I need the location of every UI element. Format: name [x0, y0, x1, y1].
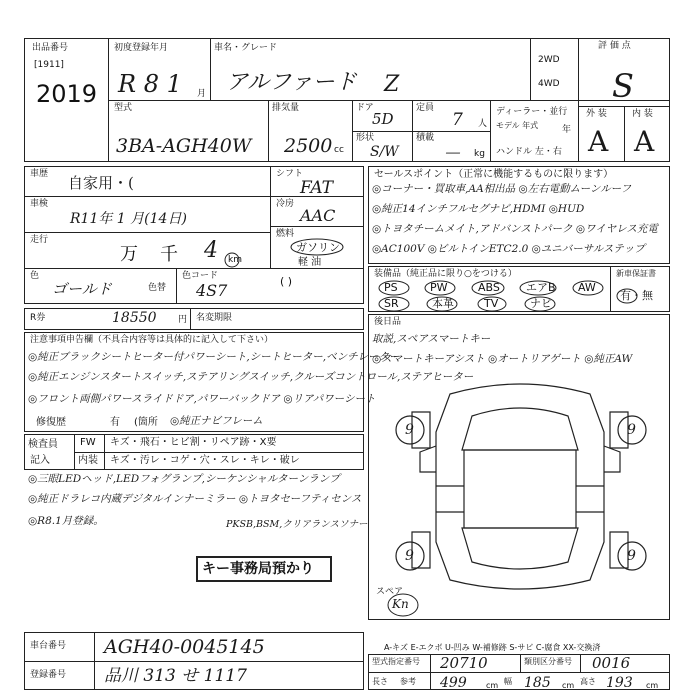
- lot-label: 出品番号: [32, 43, 69, 53]
- load-label: 積載: [416, 133, 435, 143]
- inspector-fw: FW: [80, 437, 96, 448]
- mileage-label: 走行: [30, 235, 49, 245]
- legend: A-キズ E-エクボ U-凹み W-補修跡 S-サビ C-腐食 XX-交換済: [384, 643, 601, 652]
- mileage-man: 万: [120, 244, 138, 265]
- color-value: ゴールド: [52, 280, 112, 298]
- extra-note: PKSB,BSM,クリアランスソナー: [226, 519, 368, 530]
- type-label: 型式指定番号: [372, 657, 420, 666]
- color-label: 色: [30, 271, 40, 281]
- reg-value: 品川 313 せ 1117: [104, 666, 247, 686]
- int-label: 内 装: [632, 109, 653, 119]
- color-code: 4S7: [196, 281, 228, 300]
- inspector-line: ◎三眼LEDヘッド,LEDフォグランプ,シーケンシャルターンランプ: [28, 473, 340, 485]
- height-value: 193: [606, 675, 633, 691]
- fuel-light: 軽 油: [298, 257, 322, 268]
- equip-pw: PW: [430, 281, 448, 294]
- drive-4wd: 4WD: [538, 79, 560, 89]
- rear-line: ◎スマートキーアシスト ◎オートリアゲート ◎純正AW: [372, 353, 633, 365]
- notes-label: 注意事項申告欄（不具合内容等は具体的に記入して下さい）: [30, 335, 274, 345]
- inspector-int-label: 内装: [78, 455, 98, 466]
- door-label: ドア: [356, 103, 374, 113]
- car-grade: Z: [384, 72, 400, 97]
- height-cm: cm: [646, 681, 659, 690]
- warranty-value: 有・無: [620, 289, 653, 302]
- tire-fl-mark: 9: [405, 422, 414, 438]
- car-diagram: [390, 372, 650, 602]
- rear-seat-label: 後日品: [374, 317, 402, 327]
- selling-title: セールスポイント（正常に機能するものに限ります）: [374, 169, 614, 180]
- reg-date-value: R 8 1: [118, 70, 182, 98]
- ac-value: AAC: [300, 206, 336, 225]
- shape-label: 形状: [356, 133, 375, 143]
- chassis-value: AGH40-0045145: [104, 636, 265, 658]
- repair-place: (箇所: [134, 417, 158, 428]
- dealer-label: ディーラー・並行: [496, 107, 568, 117]
- model-label: 型式: [114, 103, 133, 113]
- equip-tv: TV: [484, 297, 499, 310]
- score-value: S: [612, 67, 634, 105]
- width-label: 幅: [504, 677, 512, 686]
- shift-label: シフト: [276, 169, 304, 179]
- dealer-handle: ハンドル 左・右: [496, 147, 562, 157]
- notes-line: ◎純正エンジンスタートスイッチ,ステアリングスイッチ,クルーズコントロール,ステアヒーター: [28, 371, 474, 383]
- dealer-year-suffix: 年: [562, 125, 572, 135]
- score-label: 評 価 点: [598, 41, 631, 51]
- reg-date-unit: 月: [197, 89, 207, 99]
- car-label: 車名・グレード: [214, 43, 278, 53]
- history-label: 車歴: [30, 169, 49, 179]
- capacity-unit: 人: [478, 119, 488, 129]
- displacement-value: 2500: [284, 135, 333, 157]
- lot-number: 2019: [36, 80, 98, 108]
- class-value: 0016: [592, 654, 631, 672]
- load-unit: kg: [474, 149, 485, 159]
- displacement-label: 排気量: [272, 103, 300, 113]
- door-value: 5D: [372, 110, 394, 128]
- len-label: 長さ: [372, 677, 388, 686]
- selling-line: ◎トヨタチームメイト,アドバンストパーク ◎ワイヤレス充電: [372, 223, 658, 235]
- spare-label: スペア: [376, 587, 404, 597]
- color-code-label: 色コード: [182, 271, 219, 281]
- load-value: ―: [446, 145, 460, 161]
- tire-rr-mark: 9: [627, 548, 636, 564]
- r-ticket-unit: 円: [178, 315, 188, 325]
- inspector-ext-codes: キズ・飛石・ヒビ割・リペア跡・X要: [110, 437, 277, 448]
- inspector-memo: 記入: [30, 455, 50, 466]
- equip-aw: AW: [578, 281, 596, 294]
- mileage-sen: 千: [160, 244, 178, 265]
- notes-line: ◎純正ブラックシートヒーター付パワーシート,シートヒーター,ベンチレーター: [28, 351, 400, 363]
- reg-label: 登録番号: [30, 670, 67, 680]
- r-ticket-value: 18550: [112, 310, 157, 326]
- name-change-label: 名変期限: [196, 313, 233, 323]
- len-cm: cm: [486, 681, 499, 690]
- equipment-label: 装備品（純正品に限り○をつける）: [374, 269, 517, 279]
- model-value: 3BA-AGH40W: [116, 135, 252, 157]
- len-value: 499: [440, 675, 467, 691]
- tire-fr-mark: 9: [627, 422, 636, 438]
- type-value: 20710: [440, 654, 488, 672]
- fuel-paren: ( ): [280, 275, 293, 288]
- selling-line: ◎コーナー・買取車,AA相出品 ◎左右電動ムーンルーフ: [372, 183, 632, 195]
- displacement-unit: cc: [334, 145, 344, 155]
- width-cm: cm: [562, 681, 575, 690]
- warranty-circle-icon: [616, 288, 638, 304]
- ac-label: 冷房: [276, 199, 295, 209]
- ref-label: 参考: [400, 677, 416, 686]
- equip-sr: SR: [384, 297, 399, 310]
- selling-line: ◎純正14インチフルセグナビ,HDMI ◎HUD: [372, 203, 585, 215]
- circle-mark-icon: [224, 252, 240, 268]
- repair-detail: ◎純正ナビフレーム: [170, 415, 263, 427]
- int-value: A: [634, 125, 655, 158]
- mileage-unit: km: [228, 255, 242, 265]
- warranty-label: 新車保証書: [616, 269, 656, 278]
- r-ticket-row: [24, 308, 364, 330]
- inspector-line: ◎純正ドラレコ内蔵デジタルインナーミラー ◎トヨタセーフティセンス: [28, 493, 362, 505]
- equip-abs: ABS: [478, 281, 500, 294]
- drive-2wd: 2WD: [538, 55, 560, 65]
- inspection-value: R11年 1 月(14日): [70, 211, 187, 227]
- rear-seat-value: 取説,スペアスマートキー: [372, 333, 491, 345]
- fuel-label: 燃料: [276, 229, 295, 239]
- equip-ps: PS: [384, 281, 398, 294]
- fuel-gas: ガソリン: [296, 241, 340, 254]
- capacity-value: 7: [452, 110, 463, 130]
- inspector-label: 検査員: [28, 439, 58, 450]
- history-value: 自家用・(: [68, 174, 134, 192]
- fuel-circle-icon: [290, 238, 344, 256]
- mileage-value: 4: [204, 238, 218, 263]
- inspector-int-codes: キズ・汚レ・コゲ・穴・スレ・キレ・破レ: [110, 455, 300, 466]
- equip-navi: ナビ: [530, 297, 552, 310]
- notes-line: ◎フロント両側パワースライドドア,パワーバックドア ◎リアパワーシート: [28, 393, 376, 405]
- equip-leather: 本革: [432, 297, 454, 310]
- shape-value: S/W: [370, 144, 399, 160]
- key-stamp-text: キー事務局預かり: [202, 561, 314, 577]
- width-value: 185: [524, 675, 551, 691]
- inspection-label: 車検: [30, 199, 49, 209]
- capacity-label: 定員: [416, 103, 435, 113]
- equip-circles-icon: [376, 278, 626, 312]
- ext-label: 外 装: [586, 109, 607, 119]
- lot-sub: [1911]: [34, 60, 64, 70]
- reg-date-label: 初度登録年月: [114, 43, 169, 53]
- repair-label: 修復歴: [36, 417, 66, 428]
- car-name: アルファード: [226, 70, 357, 95]
- repair-value: 有: [110, 417, 120, 428]
- selling-line: ◎AC100V ◎ビルトインETC2.0 ◎ユニバーサルステップ: [372, 243, 645, 255]
- equip-airbag: エアB: [526, 281, 556, 294]
- class-label: 類別区分番号: [524, 657, 572, 666]
- inspector-line: ◎R8.1月登録。: [28, 515, 104, 527]
- height-label: 高さ: [580, 677, 596, 686]
- spare-mark: Kn: [392, 597, 409, 611]
- shift-value: FAT: [300, 178, 334, 198]
- chassis-label: 車台番号: [30, 641, 67, 651]
- color-change-label: 色替: [148, 283, 167, 293]
- ext-value: A: [588, 125, 609, 158]
- tire-rl-mark: 9: [405, 548, 414, 564]
- dealer-year: モデル 年式: [496, 121, 539, 130]
- r-ticket-label: R券: [30, 313, 46, 323]
